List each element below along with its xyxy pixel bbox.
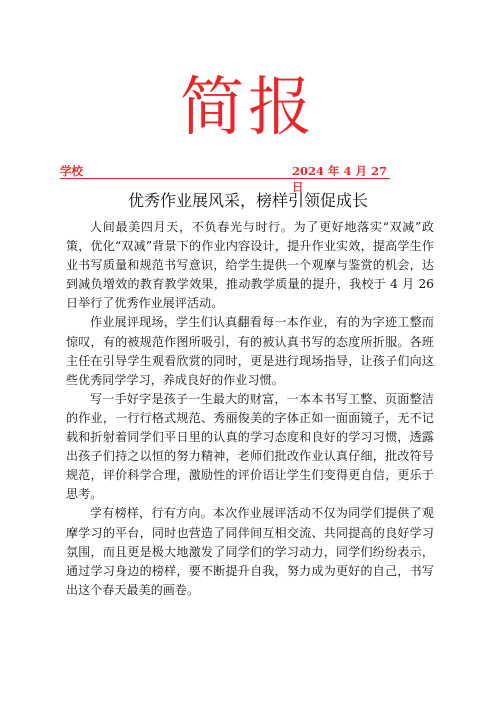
article-paragraph: 学有榜样，行有方向。本次作业展评活动不仅为同学们提供了观摩学习的平台，同时也营造了同伴间互相交流、共同提高的良好学习氛围，而且更是极大地激发了同学们的学习动力，同学们纷纷表示，通过学习身边的榜样，要不断提升自我，努力成为更好的自己，书写出这个春天最美的画卷。 xyxy=(66,506,434,597)
article-headline: 优秀作业展风采，榜样引领促成长 xyxy=(127,191,368,210)
article-paragraph: 作业展评现场，学生们认真翻看每一本作业，有的为字迹工整而惊叹，有的被规范作图所吸引，有的被认真书写的态度所折服。各班主任在引导学生观看欣赏的同时，更是进行现场指导，让孩子们向这些优秀同学学习，养成良好的作业习惯。 xyxy=(66,315,434,387)
article-paragraph: 人间最美四月天，不负春光与时行。为了更好地落实“双减”政策，优化“双减”背景下的作业内容设计，提升作业实效，提高学生作业书写质量和规范书写意识，给学生提供一个观摩与鉴赏的机会，达到减负增效的教育教学效果，推动教学质量的提升，我校于 4 月 26 日举行了优秀作业展评活动。 xyxy=(66,220,434,311)
issue-date: 2024 年 4 月 27 日 xyxy=(292,164,388,194)
masthead-title: 简报 xyxy=(180,71,316,145)
article-paragraph: 写一手好字是孩子一生最大的财富，一本本书写工整、页面整洁的作业，一行行格式规范、秀丽俊美的字体正如一面面镜子，无不记载和折射着同学们平日里的认真的学习态度和良好的学习习惯，透露出孩子们持之以恒的努力精神，老师们批改作业认真仔细，批改符号规范，评价科学合理，激励性的评价语让学生们变得更自信，更乐于思考。 xyxy=(66,391,434,502)
newsletter-meta xyxy=(60,163,390,194)
school-label: 学校 xyxy=(60,164,83,178)
article-body xyxy=(66,218,434,600)
header-divider xyxy=(60,178,390,179)
